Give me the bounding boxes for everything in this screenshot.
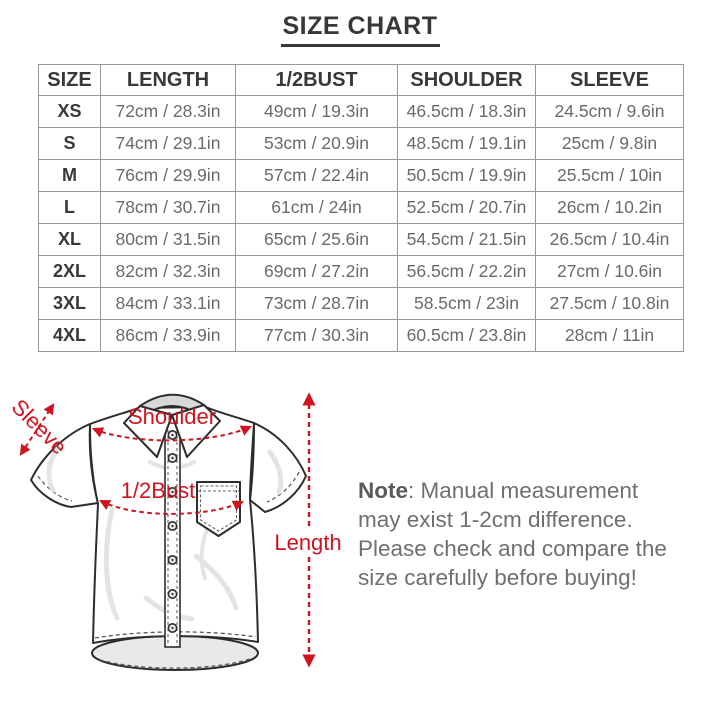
table-row xyxy=(39,128,684,160)
value-cell: 76cm / 29.9in xyxy=(101,160,236,192)
value-cell: 26cm / 10.2in xyxy=(536,192,684,224)
column-header: 1/2BUST xyxy=(236,65,398,96)
column-header: LENGTH xyxy=(101,65,236,96)
size-cell: M xyxy=(39,160,101,192)
size-cell: XS xyxy=(39,96,101,128)
value-cell: 65cm / 25.6in xyxy=(236,224,398,256)
size-cell: L xyxy=(39,192,101,224)
value-cell: 25cm / 9.8in xyxy=(536,128,684,160)
table-row xyxy=(39,288,684,320)
column-header: SIZE xyxy=(39,65,101,96)
value-cell: 86cm / 33.9in xyxy=(101,320,236,352)
table-row xyxy=(39,320,684,352)
shirt-graphic xyxy=(0,360,360,720)
note-label: Note xyxy=(358,478,408,503)
shirt-diagram xyxy=(0,360,360,720)
column-header: SHOULDER xyxy=(398,65,536,96)
value-cell: 24.5cm / 9.6in xyxy=(536,96,684,128)
title-container xyxy=(0,12,720,47)
value-cell: 53cm / 20.9in xyxy=(236,128,398,160)
measurement-note xyxy=(358,476,682,592)
size-cell: XL xyxy=(39,224,101,256)
bust-label: 1/2Bust xyxy=(120,478,196,503)
value-cell: 72cm / 28.3in xyxy=(101,96,236,128)
value-cell: 52.5cm / 20.7in xyxy=(398,192,536,224)
value-cell: 78cm / 30.7in xyxy=(101,192,236,224)
value-cell: 25.5cm / 10in xyxy=(536,160,684,192)
value-cell: 77cm / 30.3in xyxy=(236,320,398,352)
length-label: Length xyxy=(274,530,342,555)
value-cell: 74cm / 29.1in xyxy=(101,128,236,160)
value-cell: 61cm / 24in xyxy=(236,192,398,224)
size-cell: S xyxy=(39,128,101,160)
table-header-row xyxy=(39,65,684,96)
value-cell: 58.5cm / 23in xyxy=(398,288,536,320)
value-cell: 84cm / 33.1in xyxy=(101,288,236,320)
value-cell: 56.5cm / 22.2in xyxy=(398,256,536,288)
value-cell: 28cm / 11in xyxy=(536,320,684,352)
value-cell: 82cm / 32.3in xyxy=(101,256,236,288)
value-cell: 46.5cm / 18.3in xyxy=(398,96,536,128)
value-cell: 50.5cm / 19.9in xyxy=(398,160,536,192)
column-header: SLEEVE xyxy=(536,65,684,96)
note-text: : Manual measurement may exist 1-2cm difference. Please check and compare the size carefully before buying! xyxy=(358,478,667,590)
value-cell: 26.5cm / 10.4in xyxy=(536,224,684,256)
value-cell: 80cm / 31.5in xyxy=(101,224,236,256)
placket xyxy=(165,415,180,647)
value-cell: 69cm / 27.2in xyxy=(236,256,398,288)
value-cell: 73cm / 28.7in xyxy=(236,288,398,320)
table-row xyxy=(39,160,684,192)
size-table xyxy=(38,64,684,352)
table-row xyxy=(39,192,684,224)
size-cell: 3XL xyxy=(39,288,101,320)
size-cell: 2XL xyxy=(39,256,101,288)
page-title: SIZE CHART xyxy=(281,12,440,47)
size-cell: 4XL xyxy=(39,320,101,352)
value-cell: 27cm / 10.6in xyxy=(536,256,684,288)
value-cell: 57cm / 22.4in xyxy=(236,160,398,192)
table-row xyxy=(39,96,684,128)
value-cell: 54.5cm / 21.5in xyxy=(398,224,536,256)
table-row xyxy=(39,224,684,256)
value-cell: 60.5cm / 23.8in xyxy=(398,320,536,352)
value-cell: 48.5cm / 19.1in xyxy=(398,128,536,160)
value-cell: 27.5cm / 10.8in xyxy=(536,288,684,320)
sleeve-label: Sleeve xyxy=(6,394,72,460)
value-cell: 49cm / 19.3in xyxy=(236,96,398,128)
table-row xyxy=(39,256,684,288)
shoulder-label: Shoulder xyxy=(127,404,217,429)
